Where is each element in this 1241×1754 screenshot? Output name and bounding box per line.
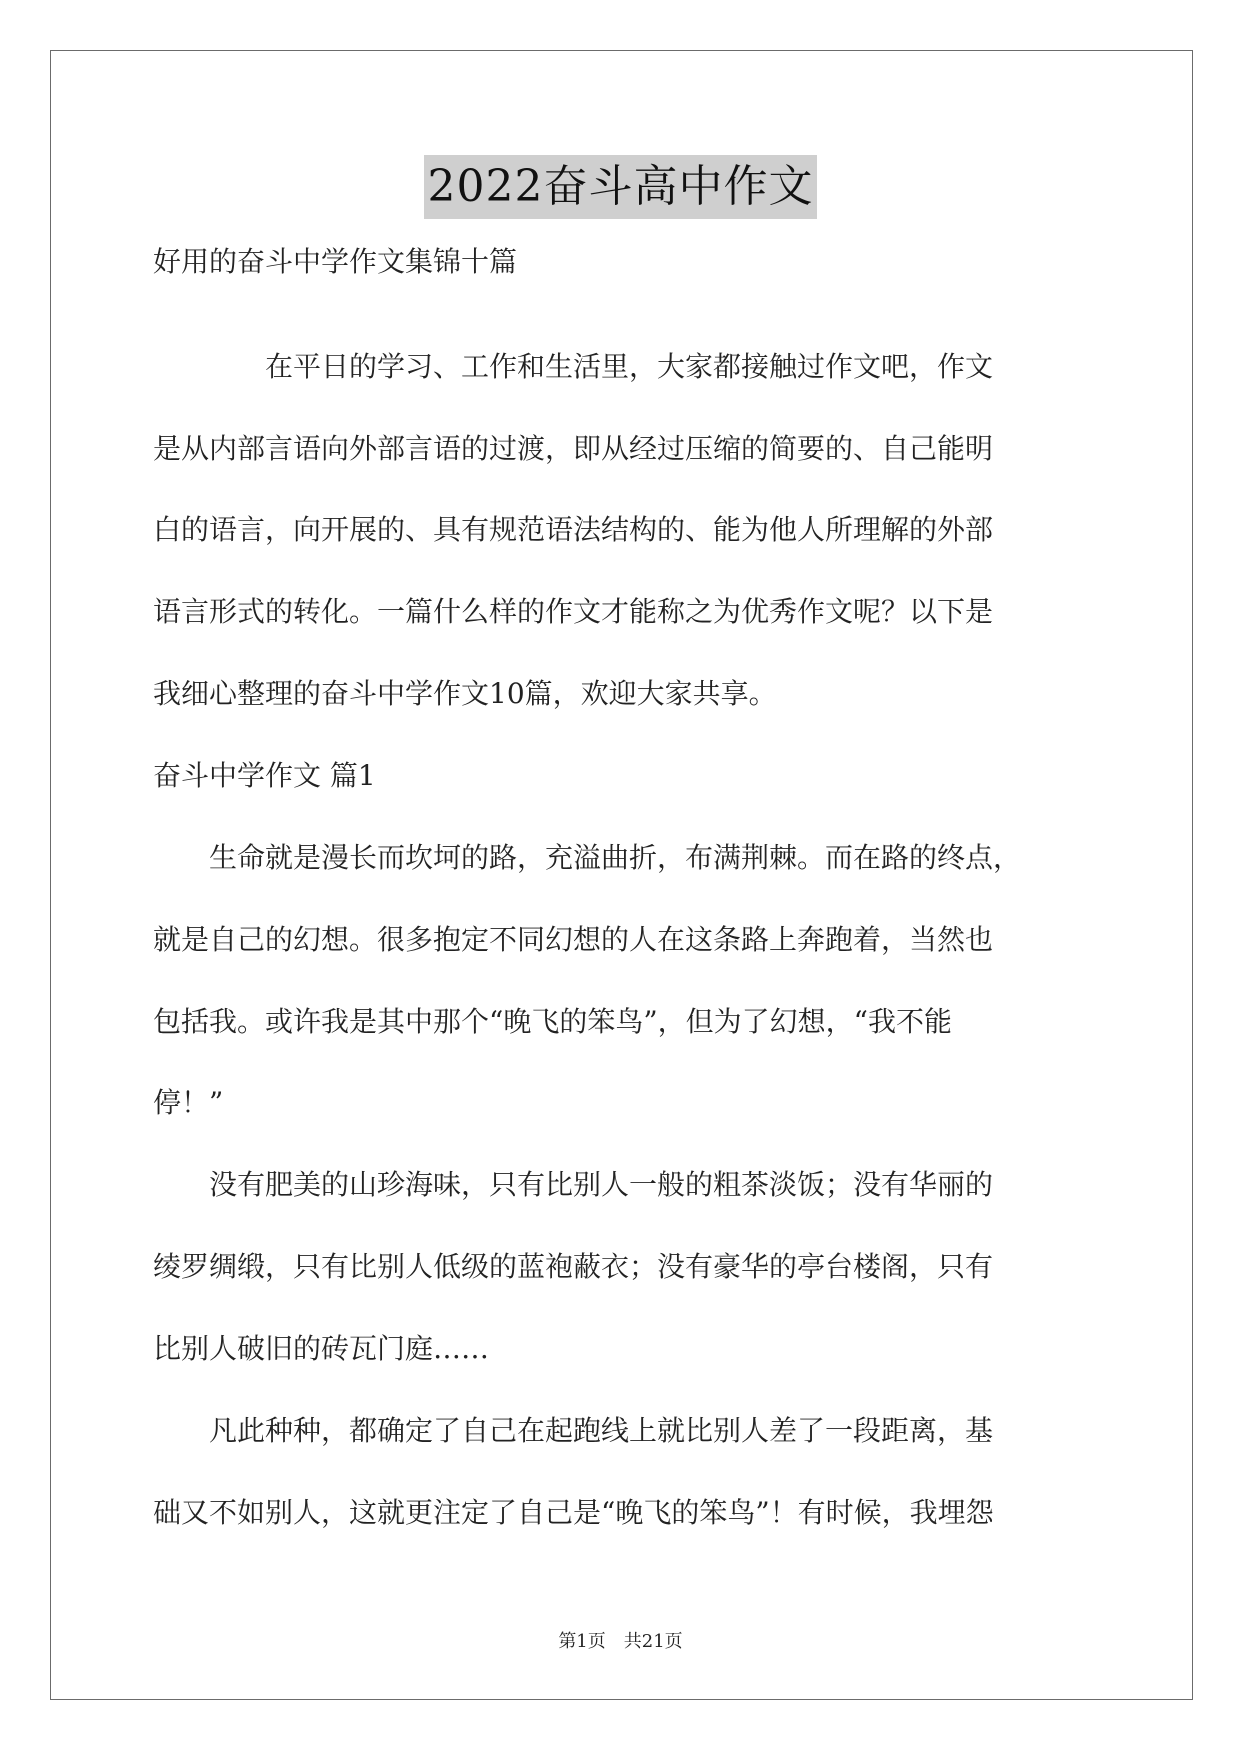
text-line: 我细心整理的奋斗中学作文10篇，欢迎大家共享。: [153, 677, 777, 710]
text-line: 没有肥美的山珍海味，只有比别人一般的粗茶淡饭；没有华丽的: [153, 1168, 994, 1201]
text-line: 是从内部言语向外部言语的过渡，即从经过压缩的简要的、自己能明: [153, 432, 994, 465]
title-wrap: [0, 155, 1241, 219]
text-line: 比别人破旧的砖瓦门庭……: [153, 1332, 490, 1365]
text-line: 生命就是漫长而坎坷的路，充溢曲折，布满荆棘。而在路的终点，: [153, 841, 1022, 874]
text-line: 凡此种种，都确定了自己在起跑线上就比别人差了一段距离，基: [153, 1414, 994, 1447]
subtitle-line: 好用的奋斗中学作文集锦十篇: [153, 245, 518, 278]
text-line: 语言形式的转化。一篇什么样的作文才能称之为优秀作文呢？以下是: [153, 595, 994, 628]
page-footer: 第1页 共21页: [558, 1631, 683, 1652]
section-heading: 奋斗中学作文 篇1: [153, 759, 376, 792]
document-title: 2022奋斗高中作文: [424, 155, 818, 219]
text-line: 包括我。或许我是其中那个“晚飞的笨鸟”，但为了幻想，“我不能: [153, 1005, 952, 1038]
text-line: 停！”: [153, 1086, 224, 1119]
text-line: 在平日的学习、工作和生活里，大家都接触过作文吧，作文: [153, 350, 994, 383]
text-line: 白的语言，向开展的、具有规范语法结构的、能为他人所理解的外部: [153, 513, 994, 546]
text-line: 就是自己的幻想。很多抱定不同幻想的人在这条路上奔跑着，当然也: [153, 923, 994, 956]
text-line: 础又不如别人，这就更注定了自己是“晚飞的笨鸟”！有时候，我埋怨: [153, 1496, 994, 1529]
text-line: 绫罗绸缎，只有比别人低级的蓝袍蔽衣；没有豪华的亭台楼阁，只有: [153, 1250, 994, 1283]
